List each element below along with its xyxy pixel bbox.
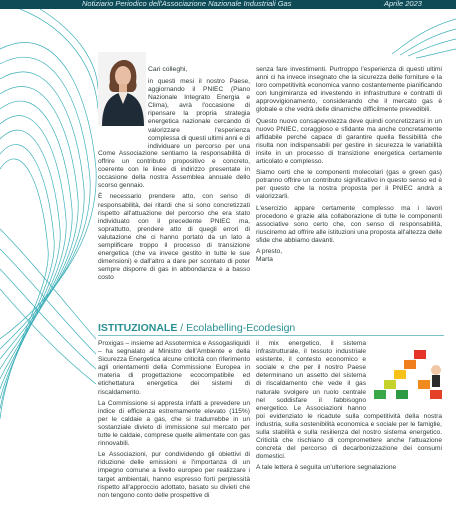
- portrait-photo: [98, 52, 146, 126]
- section-paragraph: A tale lettera è seguita un'ulteriore segnalazione: [256, 464, 397, 472]
- letter-paragraph: L'esercizio appare certamente complesso ma i lavori procedono e grazie alla collaborazione di tutte le componenti associative sono certo che, con senso di responsabilità, riusciremo ad offrire alle istituzioni una proposta all'altezza delle sfide che abbiamo davanti.: [256, 204, 442, 244]
- energy-label-blocks-illustration: [374, 348, 446, 404]
- letter-paragraph: senza fare investimenti. Purtroppo l'esperienza di questi ultimi anni ci ha invece insegnato che la sicurezza delle forniture e la loro competitività economica vanno costantemente pianificando con lungimiranza ed investendo in infrastrutture e contratti di approvvigionamento, considerando che il mercato gas è globale e che vedrà delle dinamiche difficilmente prevedibili.: [256, 66, 442, 114]
- section-paragraph: Proxigas – insieme ad Assotermica e Assogasliquidi – ha segnalato al Ministro dell'Ambiente e della Sicurezza Energetica alcune criticità con riferimento agli orientamenti della Commissione Europea in materia di progettazione ecocompatibile ed etichettatura energetica dei sistemi di riscaldamento.: [98, 340, 250, 396]
- section-separator: /: [180, 322, 184, 334]
- section-divider: [98, 335, 444, 336]
- header-bar: [0, 0, 456, 9]
- letter-paragraph: in questi mesi il nostro Paese, aggiornando il PNIEC (Piano Nazionale Integrato Energia e Clima), avrà l'occasione di ripensare la propria strategia energetica nazionale cercando di valorizzare l'esperienza complessa di questi ultimi anni e di individuare un percorso per una: [148, 78, 250, 150]
- letter-closing: A presto,: [256, 247, 283, 255]
- newsletter-title: Notiziario Periodico dell'Associazione Nazionale Industriali Gas: [82, 0, 292, 8]
- letter-column-1-top: [148, 78, 250, 153]
- letter-signature: Marta: [256, 256, 273, 264]
- letter-paragraph: Come Associazione sentiamo la responsabilità di offrire un contributo propositivo e concreto, coerente con le linee di indirizzo presentate in occasione della nostra Assemblea annuale dello scorso gennaio.: [98, 150, 250, 190]
- letter-greeting: Cari colleghi,: [148, 66, 188, 73]
- issue-date: Aprile 2023: [384, 0, 422, 8]
- section-paragraph: La Commissione si appresta infatti a prevedere un indice di efficienza estremamente elevato (115%) per le caldaie a gas, che si tradurrebbe in un sostanziale divieto di immissione sul mercato per tutte le caldaie, comprese quelle alimentate con gas rinnovabili.: [98, 399, 250, 448]
- section-paragraph: il mix energetico, il sistema infrastrutturale, il tessuto industriale esistente, il contesto economico e sociale e che per il nostro Paese determinano un assetto del sistema di riscaldamento che vede il gas naturale svolgere un ruolo centrale nel soddisfare il fabbisogno energetico. Le Associazioni hanno poi evidenziato le ricadute sulla competitività della nostra industria, sulla sostenibilità economica e sociale per le famiglie, sulla stabilità e sulla resilienza del nostro sistema energetico. Criticità che rischiano di compromettere anche l'attuazione concreta del percorso di decarbonizzazione dei consumi domestici.: [256, 340, 442, 461]
- letter-column-2: [256, 66, 442, 264]
- section-topic: Ecolabelling-Ecodesign: [186, 322, 296, 334]
- section-paragraph: Le Associazioni, pur condividendo gli obiettivi di riduzione delle emissioni e l'importanza di un impegno comune a livello europeo per realizzare i target ambientali, hanno espresso forti perplessità rispetto all'approccio adottato, basato su divieti che non tengono conto delle prospettive di: [98, 451, 250, 499]
- letter-paragraph: È necessario prendere atto, con senso di responsabilità, dei ritardi che si sono concretizzati rispetto all'attuazione del percorso che era stato individuato con il precedente PNIEC ma, soprattutto, prendere atto di quegli errori di valutazione che ci hanno portato da un lato a semplificare troppo il processo di transizione energetica (che va invece gestito in tutte le sue dimensioni) e dall'altro a dare per scontato di poter sempre disporre di gas in abbondanza e a basso costo: [98, 193, 250, 282]
- letter-column-1: [98, 150, 250, 286]
- section-column-1: [98, 340, 250, 503]
- letter-paragraph: Siamo certi che le componenti molecolari (gas e green gas) potranno offrire un contributo significativo in questo senso ed è per questo che la nostra proposta per il PNIEC andrà a valorizzarli.: [256, 169, 442, 201]
- section-title: [98, 322, 295, 334]
- letter-paragraph: Questo nuovo consapevolezza deve quindi concretizzarsi in un nuovo PNIEC, coraggioso e sfidante ma anche concretamente affidabile perché capace di garantire quella flessibilità che risulta non indispensabili per gestire in sicurezza le variabilità insite in un processo di transizione energetica certamente articolato e complesso.: [256, 117, 442, 166]
- section-category: ISTITUZIONALE: [98, 322, 178, 334]
